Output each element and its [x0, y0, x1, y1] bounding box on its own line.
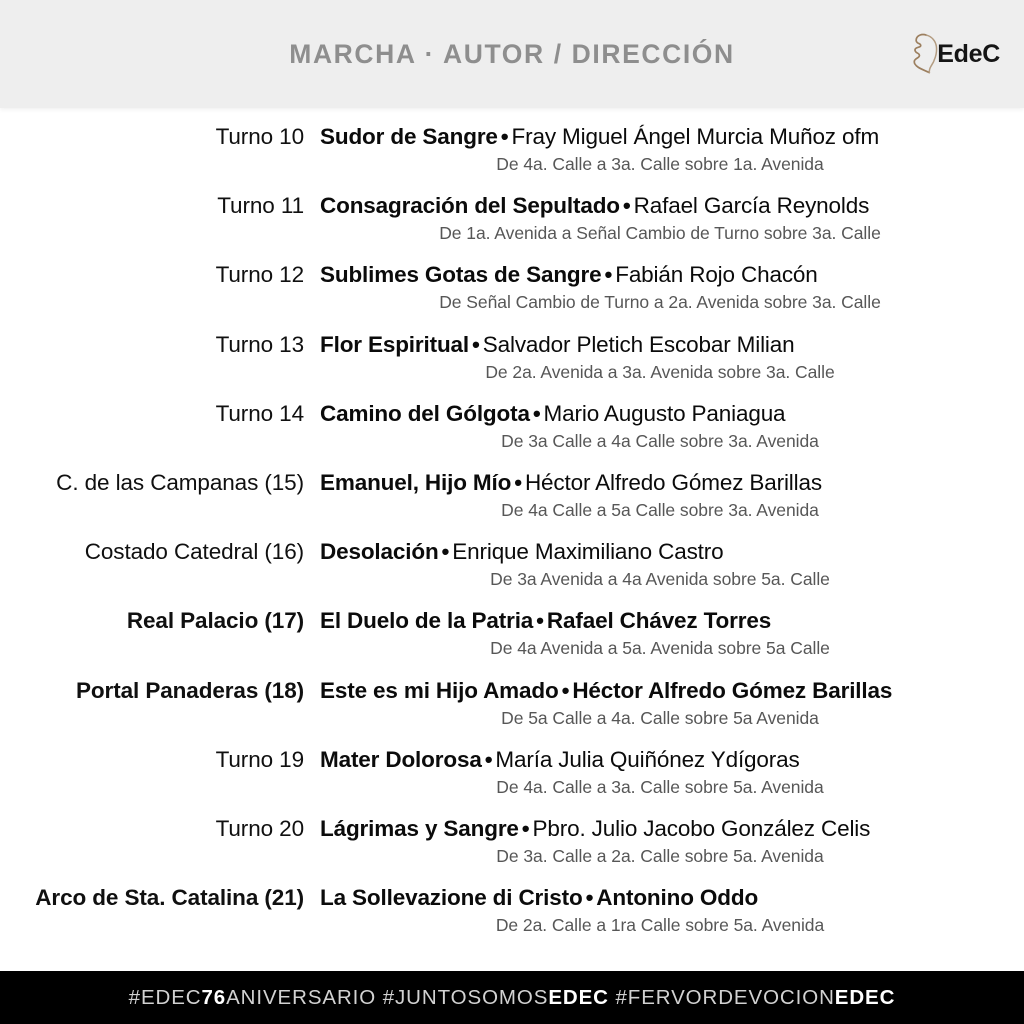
march-route: De Señal Cambio de Turno a 2a. Avenida sobre 3a. Calle	[439, 292, 881, 313]
march-headline	[320, 122, 1018, 152]
march-row	[0, 191, 1024, 260]
march-title: Flor Espiritual	[320, 331, 470, 357]
march-row-details	[320, 537, 1024, 592]
march-row-label: Turno 13	[215, 331, 304, 357]
march-row-details	[320, 883, 1024, 938]
march-row-details	[320, 745, 1024, 800]
march-row-details	[320, 399, 1024, 454]
march-row-details	[320, 260, 1024, 315]
march-author: Héctor Alfredo Gómez Barillas	[524, 469, 822, 495]
march-headline	[320, 883, 1018, 913]
march-headline	[320, 399, 1018, 429]
march-row	[0, 883, 1024, 952]
march-author: Rafael Chávez Torres	[546, 608, 772, 634]
bullet-separator-icon: •	[604, 262, 613, 288]
bullet-separator-icon: •	[536, 608, 544, 634]
march-route: De 2a. Avenida a 3a. Avenida sobre 3a. Calle	[485, 361, 835, 382]
march-row	[0, 745, 1024, 814]
march-route: De 5a Calle a 4a. Calle sobre 5a Avenida	[501, 707, 819, 728]
bullet-separator-icon: •	[514, 469, 522, 495]
march-row	[0, 537, 1024, 606]
march-row	[0, 330, 1024, 399]
march-headline	[320, 191, 1018, 221]
march-author: Fabián Rojo Chacón	[615, 262, 818, 288]
bullet-separator-icon: •	[622, 193, 631, 219]
march-row-details	[320, 191, 1024, 246]
march-row-label: Costado Catedral (16)	[84, 539, 304, 565]
march-title: Sudor de Sangre	[320, 124, 498, 149]
march-title: Consagración del Sepultado	[320, 193, 620, 219]
march-title: La Sollevazione di Cristo	[320, 885, 583, 911]
march-route: De 3a Avenida a 4a Avenida sobre 5a. Calle	[490, 569, 830, 590]
march-row-details	[320, 814, 1024, 869]
march-row	[0, 814, 1024, 883]
march-headline	[320, 537, 1018, 567]
hashtag-segment: ANIVERSARIO	[226, 985, 383, 1009]
march-row	[0, 260, 1024, 329]
march-row	[0, 606, 1024, 675]
bullet-separator-icon: •	[532, 400, 541, 426]
march-title: El Duelo de la Patria	[320, 608, 534, 634]
march-headline	[320, 468, 1018, 498]
bullet-separator-icon: •	[585, 885, 594, 911]
march-row	[0, 468, 1024, 537]
march-row-label: Turno 14	[215, 400, 304, 426]
march-title: Lágrimas y Sangre	[320, 815, 519, 841]
hashtag-segment: #FERVORDEVOCION	[608, 985, 835, 1009]
march-route: De 2a. Calle a 1ra Calle sobre 5a. Avenida	[495, 915, 825, 936]
march-row-details	[320, 606, 1024, 661]
march-author: Pbro. Julio Jacobo González Celis	[532, 815, 871, 841]
march-author: Fray Miguel Ángel Murcia Muñoz ofm	[511, 124, 880, 149]
march-headline	[320, 676, 1018, 706]
march-row-label: Portal Panaderas (18)	[76, 677, 304, 703]
march-title: Sublimes Gotas de Sangre	[320, 262, 602, 288]
page-title: MARCHA · AUTOR / DIRECCIÓN	[289, 38, 735, 69]
march-row-label: Real Palacio (17)	[126, 608, 304, 634]
march-route: De 4a Calle a 5a Calle sobre 3a. Avenida	[501, 499, 819, 520]
bullet-separator-icon: •	[561, 677, 570, 703]
march-title: Emanuel, Hijo Mío	[320, 469, 512, 495]
march-route: De 4a. Calle a 3a. Calle sobre 1a. Avenida	[496, 154, 824, 174]
header-bar	[0, 0, 1024, 108]
march-row-label: Turno 19	[215, 746, 304, 772]
bullet-separator-icon: •	[521, 815, 530, 841]
march-title: Este es mi Hijo Amado	[320, 677, 559, 703]
march-title: Mater Dolorosa	[320, 746, 482, 772]
hashtag-segment: EDEC	[834, 985, 896, 1009]
hashtag-segment: #JUNTOSOMOS	[382, 985, 549, 1009]
bullet-separator-icon: •	[472, 331, 480, 357]
hashtag-segment: #EDEC	[128, 985, 202, 1009]
march-row-details	[320, 676, 1024, 731]
march-headline	[320, 814, 1018, 844]
march-author: María Julia Quiñónez Ydígoras	[495, 746, 800, 772]
bullet-separator-icon: •	[484, 746, 493, 772]
march-row-details	[320, 122, 1024, 177]
march-list	[0, 108, 1024, 971]
march-author: Enrique Maximiliano Castro	[452, 539, 724, 565]
march-headline	[320, 330, 1018, 360]
hashtag-banner	[129, 986, 896, 1010]
march-row-label: Turno 20	[215, 815, 304, 841]
march-route: De 3a Calle a 4a Calle sobre 3a. Avenida	[501, 430, 819, 451]
march-row-label: Turno 10	[215, 124, 304, 149]
march-route: De 4a Avenida a 5a. Avenida sobre 5a Calle	[490, 638, 830, 659]
bullet-separator-icon: •	[441, 539, 450, 565]
march-headline	[320, 745, 1018, 775]
march-title: Camino del Gólgota	[320, 400, 530, 426]
bullet-separator-icon: •	[500, 124, 509, 149]
march-row-label: Arco de Sta. Catalina (21)	[35, 885, 304, 911]
march-row-details	[320, 330, 1024, 385]
march-row	[0, 399, 1024, 468]
march-row	[0, 676, 1024, 745]
logo-wordmark: EdeC	[937, 39, 1000, 68]
footer-bar	[0, 971, 1024, 1024]
march-headline	[320, 260, 1018, 290]
march-author: Mario Augusto Paniagua	[543, 400, 786, 426]
march-title: Desolación	[320, 539, 439, 565]
march-row-label: Turno 12	[215, 262, 304, 288]
march-route: De 4a. Calle a 3a. Calle sobre 5a. Avenida	[496, 776, 824, 797]
march-row-details	[320, 468, 1024, 523]
edec-logo	[907, 31, 1000, 77]
march-row-label: C. de las Campanas (15)	[56, 469, 304, 495]
march-row-label: Turno 11	[217, 193, 304, 219]
march-author: Antonino Oddo	[596, 885, 759, 911]
hashtag-segment: EDEC	[548, 985, 609, 1009]
march-author: Rafael García Reynolds	[633, 193, 870, 219]
edec-emblem-icon	[907, 32, 939, 76]
march-route: De 1a. Avenida a Señal Cambio de Turno sobre 3a. Calle	[439, 223, 881, 244]
march-author: Salvador Pletich Escobar Milian	[482, 331, 795, 357]
march-route: De 3a. Calle a 2a. Calle sobre 5a. Avenida	[496, 845, 824, 866]
march-author: Héctor Alfredo Gómez Barillas	[572, 677, 893, 703]
hashtag-segment: 76	[201, 985, 227, 1009]
march-headline	[320, 606, 1018, 636]
march-row	[0, 122, 1024, 191]
